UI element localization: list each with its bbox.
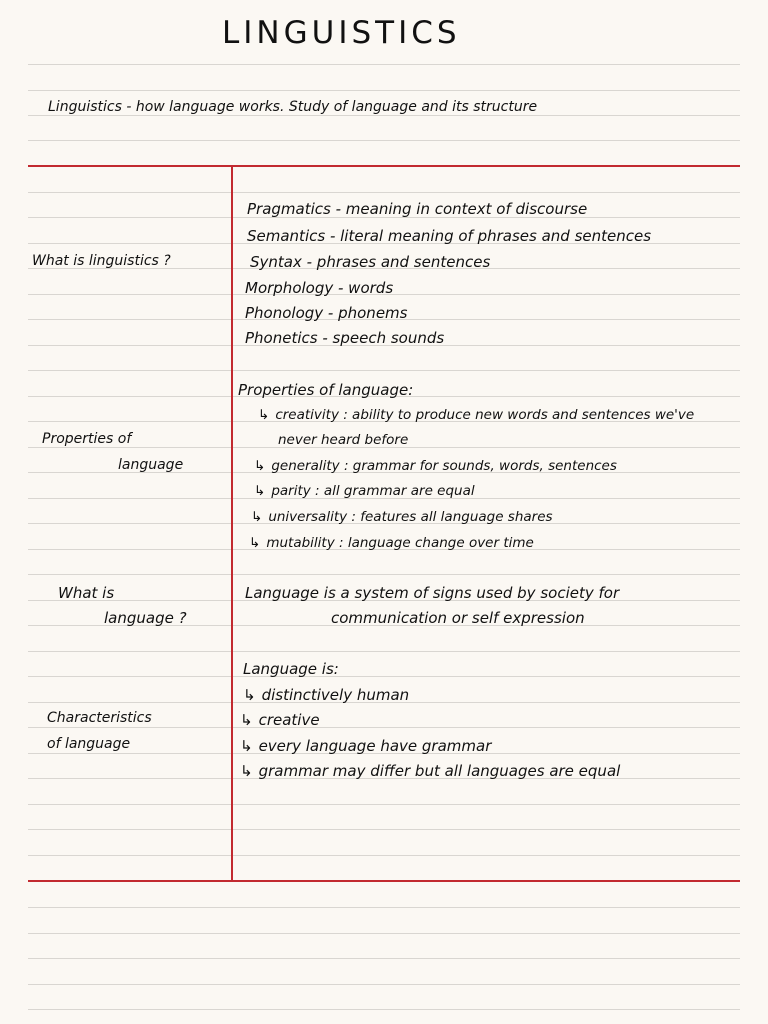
arrow-icon: ↳ bbox=[240, 711, 253, 729]
rule-line bbox=[28, 855, 740, 856]
rule-line bbox=[28, 115, 740, 116]
question-what-is-language-line2: language ? bbox=[104, 609, 187, 627]
arrow-icon: ↳ bbox=[251, 509, 263, 525]
question-characteristics-line1: Characteristics bbox=[47, 710, 152, 726]
arrow-icon: ↳ bbox=[254, 483, 266, 499]
question-what-is-language-line1: What is bbox=[58, 584, 115, 602]
property-universality bbox=[251, 509, 553, 525]
margin-line-vertical bbox=[231, 166, 233, 882]
note-semantics: Semantics - literal meaning of phrases and sentences bbox=[247, 227, 652, 245]
characteristic-item bbox=[240, 762, 620, 780]
rule-line bbox=[28, 651, 740, 652]
characteristic-text: distinctively human bbox=[261, 686, 410, 704]
property-creativity-cont: never heard before bbox=[278, 432, 409, 448]
note-pragmatics: Pragmatics - meaning in context of discourse bbox=[247, 200, 588, 218]
rule-line bbox=[28, 829, 740, 830]
characteristic-item bbox=[240, 737, 491, 755]
characteristic-text: grammar may differ but all languages are equal bbox=[258, 762, 621, 780]
rule-line bbox=[28, 727, 740, 728]
property-creativity bbox=[258, 407, 694, 423]
property-parity bbox=[254, 483, 475, 499]
definition-line1: Language is a system of signs used by society for bbox=[245, 584, 620, 602]
characteristic-item bbox=[243, 686, 409, 704]
note-phonology: Phonology - phonems bbox=[245, 304, 408, 322]
rule-line bbox=[28, 907, 740, 908]
rule-line bbox=[28, 1009, 740, 1010]
rule-line bbox=[28, 933, 740, 934]
question-properties-line2: language bbox=[118, 457, 184, 473]
rule-line bbox=[28, 192, 740, 193]
characteristic-text: every language have grammar bbox=[258, 737, 492, 755]
property-text: parity : all grammar are equal bbox=[271, 483, 475, 499]
arrow-icon: ↳ bbox=[258, 407, 270, 423]
question-properties-line1: Properties of bbox=[42, 431, 132, 447]
property-text: generality : grammar for sounds, words, sentences bbox=[271, 458, 617, 474]
margin-line-bottom bbox=[28, 880, 740, 882]
properties-heading: Properties of language: bbox=[238, 381, 414, 399]
arrow-icon: ↳ bbox=[243, 686, 256, 704]
property-generality bbox=[254, 458, 617, 474]
rule-line bbox=[28, 958, 740, 959]
intro-text: Linguistics - how language works. Study of language and its structure bbox=[48, 99, 538, 115]
question-what-is-linguistics: What is linguistics ? bbox=[32, 253, 171, 269]
characteristic-item bbox=[240, 711, 320, 729]
rule-line bbox=[28, 984, 740, 985]
arrow-icon: ↳ bbox=[240, 762, 253, 780]
definition-line2: communication or self expression bbox=[331, 609, 585, 627]
property-text: mutability : language change over time bbox=[266, 535, 534, 551]
rule-line bbox=[28, 140, 740, 141]
rule-line bbox=[28, 370, 740, 371]
arrow-icon: ↳ bbox=[240, 737, 253, 755]
rule-line bbox=[28, 676, 740, 677]
margin-line-top bbox=[28, 165, 740, 167]
note-morphology: Morphology - words bbox=[245, 279, 394, 297]
property-text: universality : features all language shares bbox=[268, 509, 553, 525]
note-syntax: Syntax - phrases and sentences bbox=[250, 253, 491, 271]
property-text: creativity : ability to produce new words and sentences we've bbox=[275, 407, 695, 423]
rule-line bbox=[28, 804, 740, 805]
property-mutability bbox=[249, 535, 534, 551]
question-characteristics-line2: of language bbox=[47, 736, 131, 752]
arrow-icon: ↳ bbox=[254, 458, 266, 474]
rule-line bbox=[28, 90, 740, 91]
characteristic-text: creative bbox=[258, 711, 320, 729]
characteristics-heading: Language is: bbox=[243, 660, 339, 678]
arrow-icon: ↳ bbox=[249, 535, 261, 551]
rule-line bbox=[28, 64, 740, 65]
note-phonetics: Phonetics - speech sounds bbox=[245, 329, 445, 347]
rule-line bbox=[28, 574, 740, 575]
page-title: LINGUISTICS bbox=[222, 15, 461, 51]
